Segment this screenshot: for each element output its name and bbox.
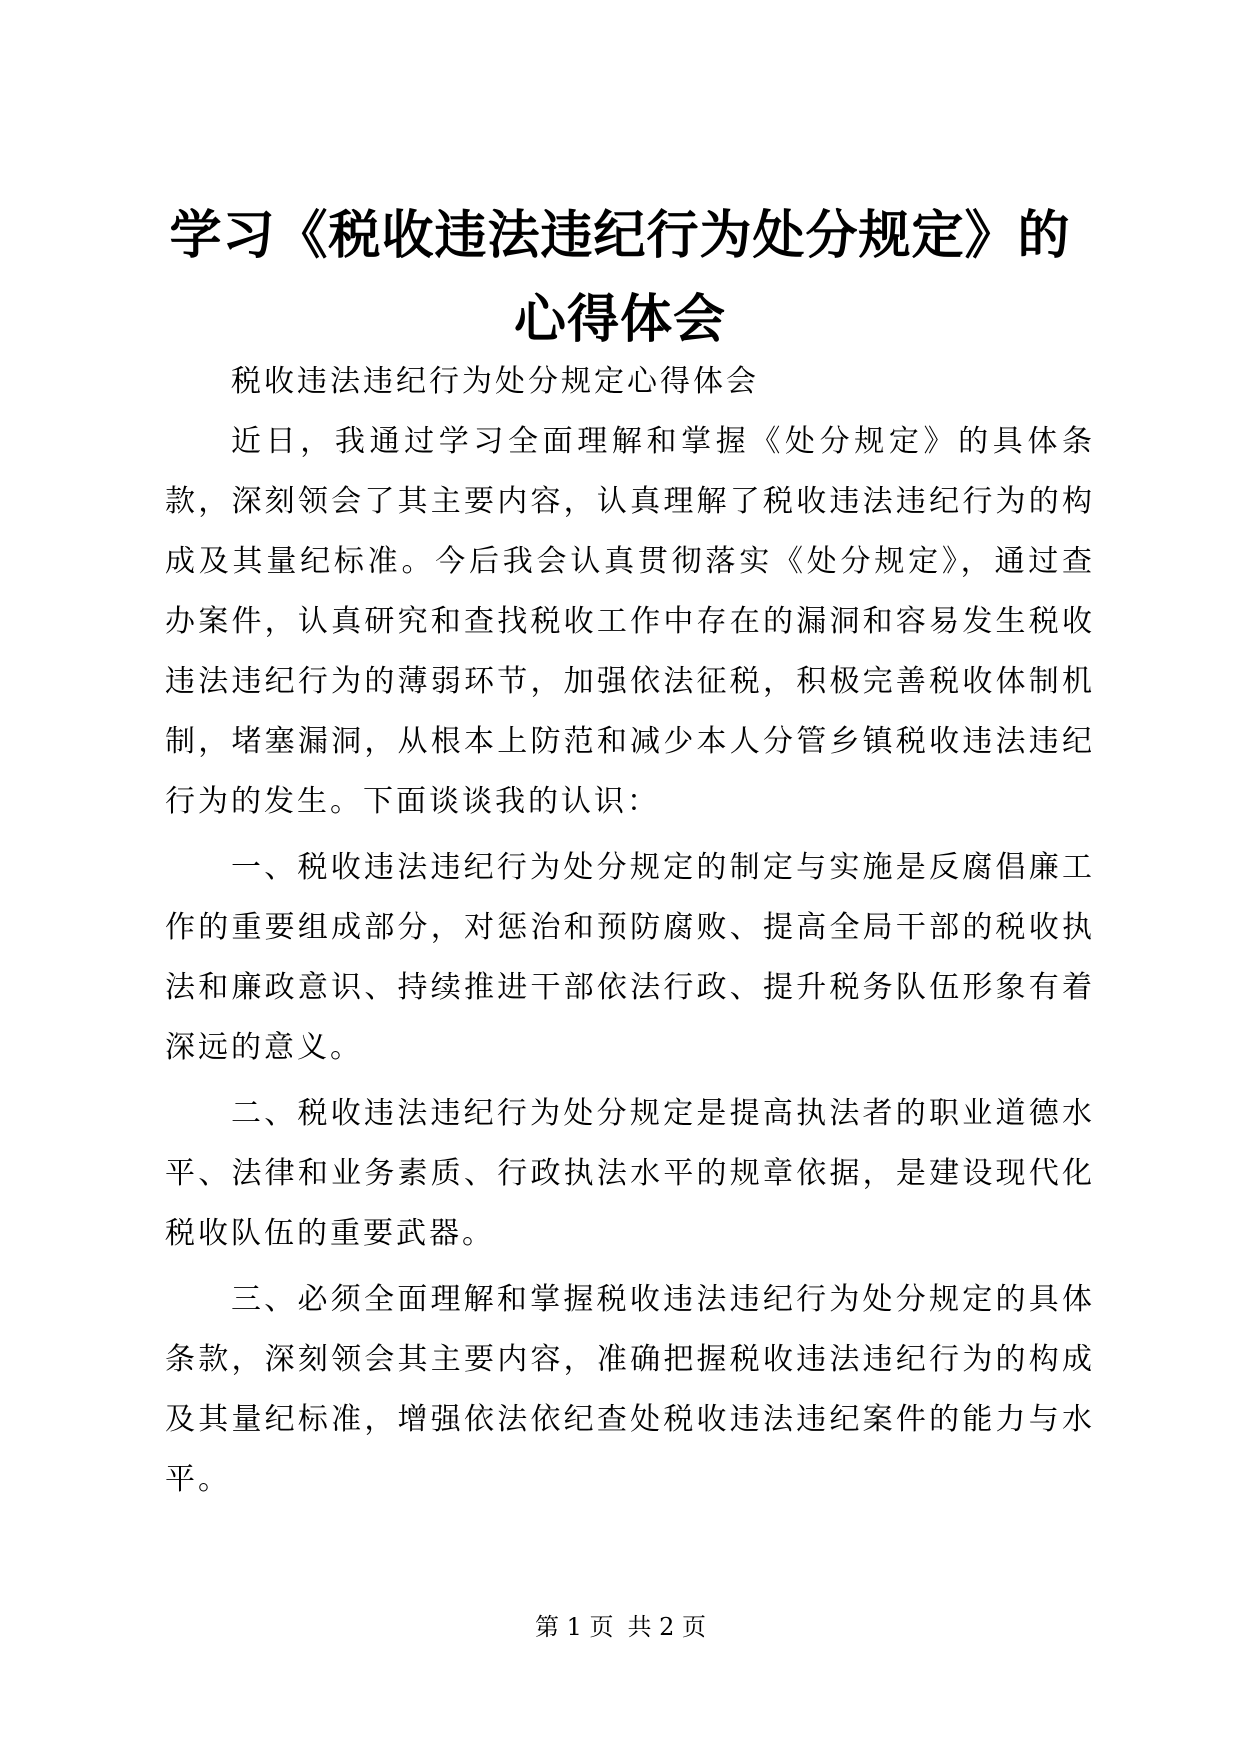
paragraph-point-1: 一、税收违法违纪行为处分规定的制定与实施是反腐倡廉工作的重要组成部分，对惩治和预防腐败、提高全局干部的税收执法和廉政意识、持续推进干部依法行政、提升税务队伍形象有着深远的意义。	[165, 850, 1095, 1065]
document-body	[165, 352, 1095, 1510]
paragraph-intro: 近日，我通过学习全面理解和掌握《处分规定》的具体条款，深刻领会了其主要内容，认真理解了税收违法违纪行为的构成及其量纪标准。今后我会认真贯彻落实《处分规定》，通过查办案件，认真研究和查找税收工作中存在的漏洞和容易发生税收违法违纪行为的薄弱环节，加强依法征税，积极完善税收体制机制，堵塞漏洞，从根本上防范和减少本人分管乡镇税收违法违纪行为的发生。下面谈谈我的认识：	[165, 424, 1095, 819]
document-subtitle: 税收违法违纪行为处分规定心得体会	[231, 364, 759, 399]
page-number: 第 1 页	[534, 1613, 614, 1641]
paragraph-point-3: 三、必须全面理解和掌握税收违法违纪行为处分规定的具体条款，深刻领会其主要内容，准确把握税收违法违纪行为的构成及其量纪标准，增强依法依纪查处税收违法违纪案件的能力与水平。	[165, 1282, 1095, 1497]
paragraph-point-2: 二、税收违法违纪行为处分规定是提高执法者的职业道德水平、法律和业务素质、行政执法水平的规章依据，是建设现代化税收队伍的重要武器。	[165, 1096, 1095, 1251]
page-total: 共 2 页	[627, 1613, 707, 1641]
page-footer	[0, 1612, 1241, 1642]
document-title: 学习《税收违法违纪行为处分规定》的心得体会	[169, 205, 1071, 350]
